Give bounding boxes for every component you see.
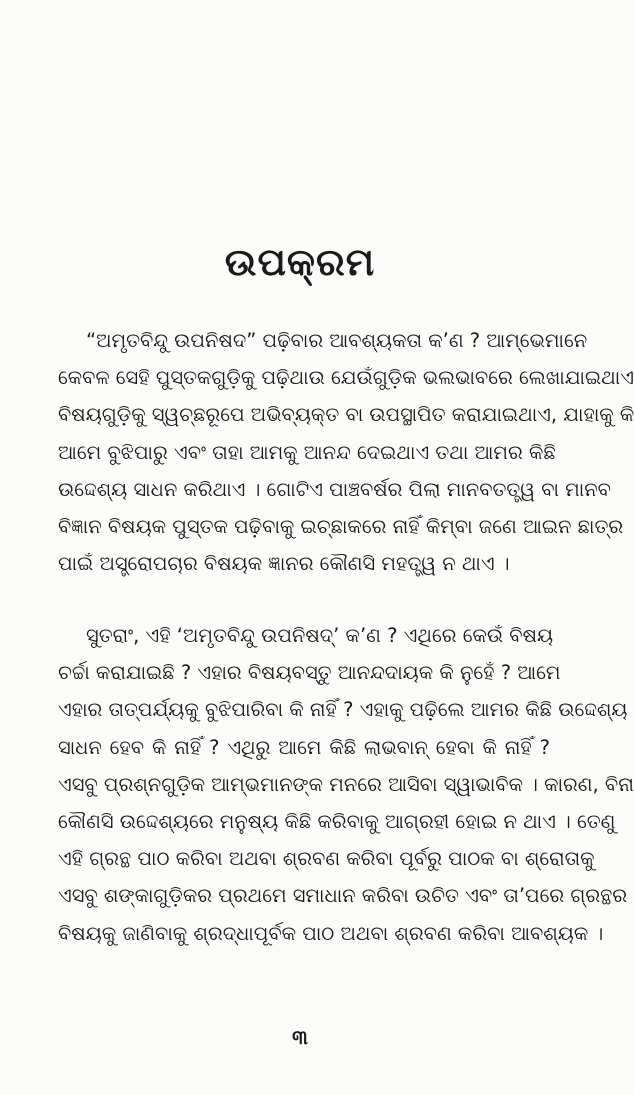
paragraph-line: ଚର୍ଚ୍ଚା କରାଯାଇଛି ? ଏହାର ବିଷୟବସ୍ତୁ ଆନନ୍ଦଦାୟକ କି ନୁହେଁ ? ଆମେ bbox=[58, 661, 561, 685]
chapter-title: ଉପକ୍ରମ bbox=[224, 240, 376, 284]
paragraph-line: ଏହି ଗ୍ରନ୍ଥ ପାଠ କରିବା ଅଥବା ଶ୍ରବଣ କରିବା ପୂର୍ବରୁ ପାଠକ ବା ଶ୍ରୋତାକୁ bbox=[58, 847, 595, 871]
paragraph-line: ସାଧନ ହେବ କି ନାହିଁ ? ଏଥିରୁ ଆମେ କିଛି ଲାଭବାନ୍ ହେବା କି ନାହିଁ ? bbox=[58, 735, 550, 759]
paragraph-line: ପାଇଁ ଅସ୍ତ୍ରୋପଚାର ବିଷୟକ ଜ୍ଞାନର କୌଣସି ମହତ୍ତ୍ୱ ନ ଥାଏ । bbox=[58, 552, 510, 576]
paragraph-line: କୌଣସି ଉଦ୍ଦେଶ୍ୟରେ ମନୁଷ୍ୟ କିଛି କରିବାକୁ ଆଗ୍ରହୀ ହୋଇ ନ ଥାଏ । ତେଣୁ bbox=[58, 810, 616, 834]
paragraph-line: ଏସବୁ ପ୍ରଶ୍ନଗୁଡ଼ିକ ଆମ୍ଭମାନଙ୍କ ମନରେ ଆସିବା ସ୍ୱାଭାବିକ । କାରଣ, ବିନା bbox=[58, 772, 634, 796]
paragraph-line: କେବଳ ସେହି ପୁସ୍ତକଗୁଡ଼ିକୁ ପଢ଼ିଥାଉ ଯେଉଁଗୁଡ଼ିକ ଭଲଭାବରେ ଲେଖାଯାଇଥାଏ bbox=[58, 366, 634, 390]
paragraph-line: ଏସବୁ ଶଙ୍କାଗୁଡ଼ିକର ପ୍ରଥମେ ସମାଧାନ କରିବା ଉଚିତ ଏବଂ ତା’ପରେ ଗ୍ରନ୍ଥର bbox=[58, 884, 628, 908]
paragraph-line: ଏହାର ତାତ୍ପର୍ଯ୍ୟକୁ ବୁଝିପାରିବା କି ନାହିଁ ? ଏହାକୁ ପଢ଼ିଲେ ଆମର କିଛି ଉଦ୍ଦେଶ୍ୟ bbox=[58, 698, 628, 722]
paragraph-line: ବିଷୟକୁ ଜାଣିବାକୁ ଶ୍ରଦ୍ଧାପୂର୍ବକ ପାଠ ଅଥବା ଶ୍ରବଣ କରିବା ଆବଶ୍ୟକ । bbox=[58, 921, 604, 945]
paragraph-line: “ଅମୃତବିନ୍ଦୁ ଉପନିଷଦ” ପଢ଼ିବାର ଆବଶ୍ୟକତା କ’ଣ ? ଆମ୍ଭେମାନେ bbox=[86, 329, 588, 352]
paragraph-line: ବିଜ୍ଞାନ ବିଷୟକ ପୁସ୍ତକ ପଢ଼ିବାକୁ ଇଚ୍ଛାକରେ ନାହିଁ କିମ୍ବା ଜଣେ ଆଇନ ଛାତ୍ର bbox=[58, 515, 624, 539]
paragraph-line: ବିଷୟଗୁଡ଼ିକୁ ସ୍ୱଚ୍ଛରୂପେ ଅଭିବ୍ୟକ୍ତ ବା ଉପସ୍ଥାପିତ କରାଯାଇଥାଏ, ଯାହାକୁ କି bbox=[58, 403, 634, 427]
paragraph-1 bbox=[58, 322, 634, 582]
paragraph-line: ଉଦ୍ଦେଶ୍ୟ ସାଧନ କରିଥାଏ । ଗୋଟିଏ ପାଞ୍ଚବର୍ଷର ପିଲା ମାନବତତ୍ତ୍ୱ ବା ମାନବ bbox=[58, 477, 611, 501]
page-number: ୩ bbox=[292, 1025, 308, 1049]
paragraph-line: ଆମେ ବୁଝିପାରୁ ଏବଂ ତାହା ଆମକୁ ଆନନ୍ଦ ଦେଇଥାଏ ତଥା ଆମର କିଛି bbox=[58, 440, 556, 464]
paragraph-2 bbox=[58, 617, 634, 952]
paragraph-line: ସୁତରାଂ, ଏହି ‘ଅମୃତବିନ୍ଦୁ ଉପନିଷଦ୍’ କ’ଣ ? ଏଥିରେ କେଉଁ ବିଷୟ bbox=[86, 624, 554, 647]
